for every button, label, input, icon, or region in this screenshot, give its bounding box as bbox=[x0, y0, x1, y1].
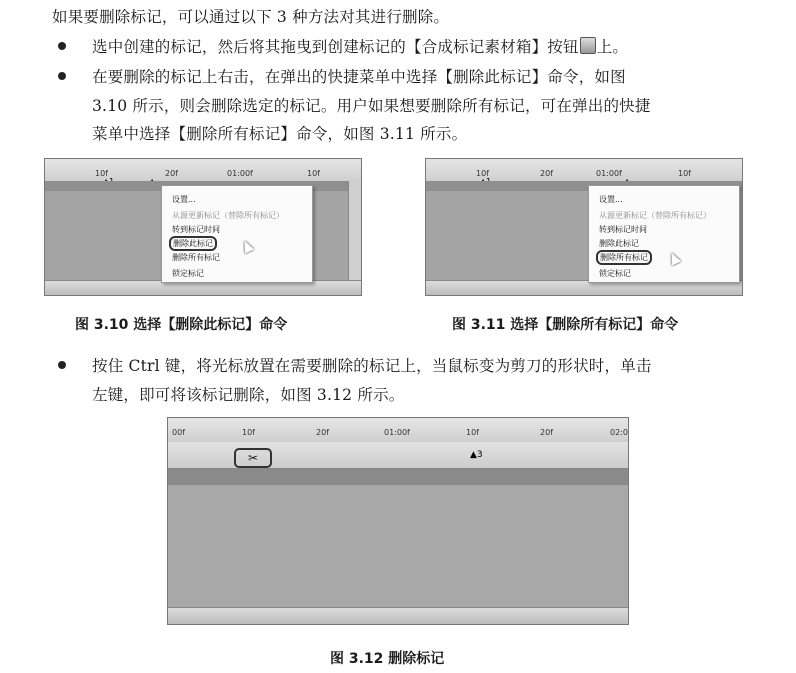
menu-delete-all-markers[interactable]: 删除所有标记 bbox=[172, 253, 220, 262]
ruler-tick: 10f bbox=[242, 428, 255, 437]
bullet-1-text-a: 选中创建的标记，然后将其拖曳到创建标记的【合成标记素材箱】按钮 bbox=[92, 38, 579, 56]
menu-lock-markers[interactable]: 锁定标记 bbox=[599, 269, 631, 278]
marker-flag[interactable]: ▲3 bbox=[470, 450, 483, 460]
menu-settings[interactable]: 设置... bbox=[172, 195, 196, 204]
bullet-2-line-1: 在要删除的标记上右击，在弹出的快捷菜单中选择【删除此标记】命令，如图 bbox=[92, 68, 626, 86]
marker-number: 3 bbox=[476, 450, 483, 460]
zoom-bar[interactable] bbox=[168, 607, 628, 624]
mouse-cursor-icon bbox=[240, 238, 254, 253]
figure-3-10-screenshot bbox=[44, 158, 362, 296]
menu-update-from-source[interactable]: 从源更新标记（替除所有标记） bbox=[172, 211, 284, 220]
bullet-1-text-b: 上。 bbox=[596, 38, 629, 56]
scissors-cursor-highlight[interactable] bbox=[234, 448, 272, 468]
ruler-tick: 10f bbox=[307, 169, 320, 178]
marker-track bbox=[168, 442, 628, 469]
menu-settings[interactable]: 设置... bbox=[599, 195, 623, 204]
ruler-tick: 10f bbox=[678, 169, 691, 178]
menu-delete-all-markers[interactable]: 删除所有标记 bbox=[596, 250, 652, 265]
ruler-tick: 10f bbox=[466, 428, 479, 437]
bullet-2-line-3: 菜单中选择【删除所有标记】命令，如图 3.11 所示。 bbox=[92, 125, 468, 143]
ruler-tick: 01:00f bbox=[227, 169, 253, 178]
menu-lock-markers[interactable]: 锁定标记 bbox=[172, 269, 204, 278]
context-menu bbox=[588, 185, 740, 283]
ruler-tick: 10f bbox=[95, 169, 108, 178]
bullet-2-line-2: 3.10 所示，则会删除选定的标记。用户如果想要删除所有标记，可在弹出的快捷 bbox=[92, 97, 651, 115]
ruler-tick: 20f bbox=[540, 169, 553, 178]
bullet-3-dot bbox=[58, 361, 66, 369]
figure-3-12-screenshot bbox=[167, 417, 629, 625]
scissors-icon: ✂ bbox=[247, 451, 259, 465]
vertical-scrollbar[interactable] bbox=[348, 181, 361, 281]
time-ruler bbox=[45, 159, 361, 182]
time-ruler bbox=[426, 159, 742, 182]
bullet-3-line-2: 左键，即可将该标记删除，如图 3.12 所示。 bbox=[92, 386, 405, 404]
bullet-1-text bbox=[92, 35, 628, 57]
ruler-tick: 20f bbox=[540, 428, 553, 437]
ruler-tick: 01:00f bbox=[596, 169, 622, 178]
ruler-tick: 00f bbox=[172, 428, 185, 437]
bullet-2-dot bbox=[58, 72, 66, 80]
bullet-1-dot bbox=[58, 42, 66, 50]
ruler-tick: 02:0 bbox=[610, 428, 628, 437]
ruler-tick: 20f bbox=[316, 428, 329, 437]
figure-3-11-caption: 图 3.11 选择【删除所有标记】命令 bbox=[452, 317, 679, 333]
menu-delete-this-marker[interactable]: 删除此标记 bbox=[599, 239, 639, 248]
menu-update-from-source[interactable]: 从源更新标记（替除所有标记） bbox=[599, 211, 711, 220]
context-menu bbox=[161, 185, 313, 283]
bullet-3-line-1: 按住 Ctrl 键，将光标放置在需要删除的标记上，当鼠标变为剪刀的形状时，单击 bbox=[92, 357, 652, 375]
marker-bin-icon bbox=[580, 37, 596, 54]
ruler-tick: 01:00f bbox=[384, 428, 410, 437]
figure-3-11-screenshot bbox=[425, 158, 743, 296]
layer-band bbox=[168, 469, 628, 485]
menu-go-to-marker[interactable]: 转到标记时间 bbox=[172, 225, 220, 234]
figure-3-12-caption: 图 3.12 删除标记 bbox=[330, 651, 445, 667]
menu-delete-this-marker[interactable]: 删除此标记 bbox=[169, 236, 217, 251]
figure-3-10-caption: 图 3.10 选择【删除此标记】命令 bbox=[75, 317, 288, 333]
mouse-cursor-icon bbox=[667, 250, 681, 265]
time-ruler bbox=[168, 418, 628, 443]
ruler-tick: 20f bbox=[165, 169, 178, 178]
ruler-tick: 10f bbox=[476, 169, 489, 178]
intro-text: 如果要删除标记，可以通过以下 3 种方法对其进行删除。 bbox=[52, 8, 450, 26]
menu-go-to-marker[interactable]: 转到标记时间 bbox=[599, 225, 647, 234]
